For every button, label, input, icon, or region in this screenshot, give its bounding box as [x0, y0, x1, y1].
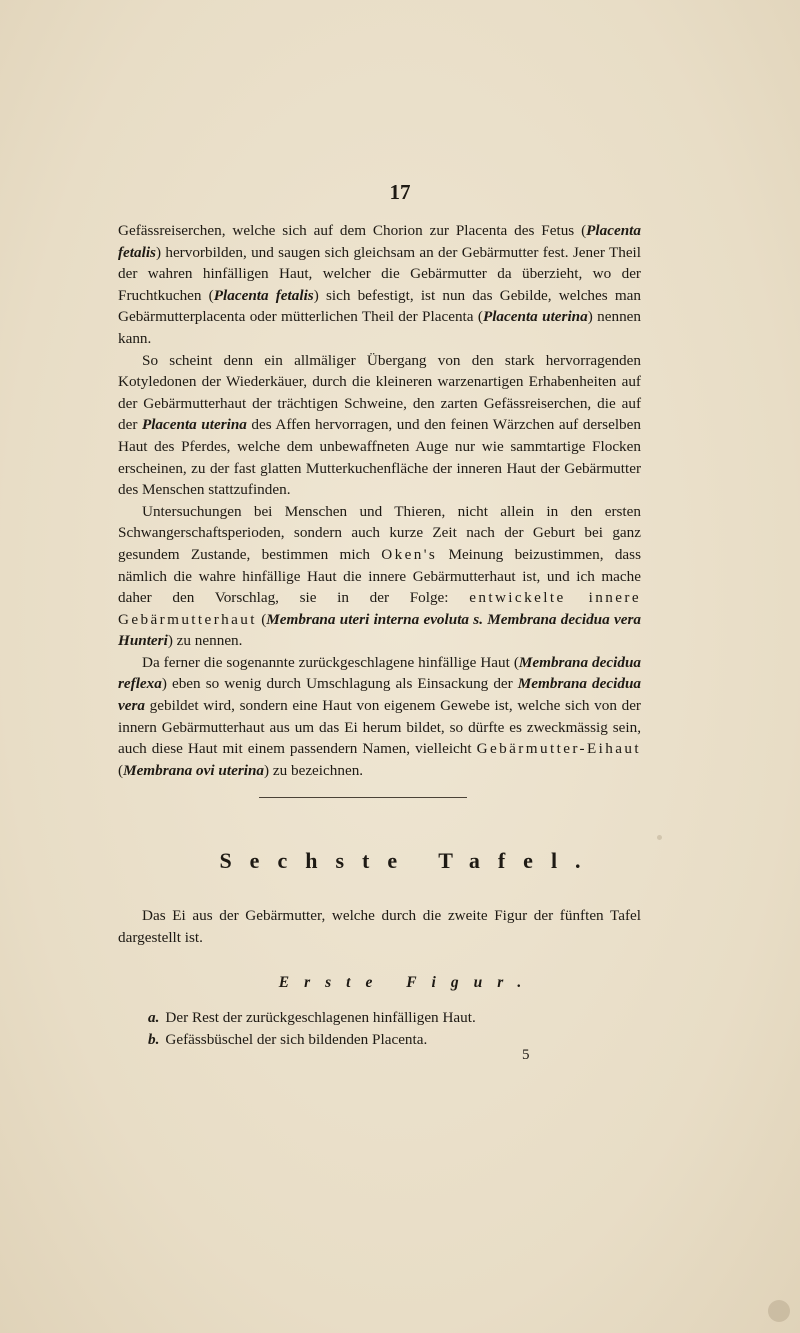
spaced-emphasis: entwickelte innere Gebärmutterhaut	[118, 589, 641, 628]
text-run: ) zu bezeichnen.	[264, 761, 364, 779]
legend-item	[148, 1007, 476, 1029]
legend-text: Gefässbüschel der sich bildenden Placenta.	[165, 1030, 428, 1048]
text-run: ) nennen kann.	[118, 308, 641, 347]
text-run: ) eben so wenig durch Umschlagung als Einsackung der	[161, 675, 518, 693]
text-run: (	[118, 761, 124, 779]
printer-signature: 5	[522, 1047, 530, 1063]
latin-term: Membrana ovi uterina	[123, 761, 264, 779]
page-number: 17	[389, 180, 411, 204]
text-run: ) hervorbilden, und saugen sich gleichsam an der Gebärmutter fest. Jener Theil der wahren hinfälligen Haut, welcher die Gebärmutter da überzieht, wo der Fruchtkuchen (	[118, 243, 641, 304]
spaced-emphasis: Oken's	[381, 545, 438, 563]
text-run: (	[256, 610, 267, 628]
spaced-emphasis: Gebärmutter-Eihaut	[476, 740, 641, 758]
figure-legend	[148, 1007, 476, 1050]
latin-term: Placenta fetalis	[213, 286, 314, 304]
text-run: ) zu nennen.	[167, 632, 243, 650]
legend-item	[148, 1029, 476, 1051]
paper-stain	[657, 835, 662, 840]
latin-term: Placenta uterina	[141, 416, 247, 434]
latin-term: Membrana decidua vera	[118, 675, 641, 715]
text-run: Untersuchungen bei Menschen und Thieren, nicht allein in den ersten Schwangerschaftsperioden, sondern auch kurze Zeit nach der Geburt bei ganz gesundem Zustande, bestimmen mich	[118, 502, 641, 563]
legend-text: Der Rest der zurückgeschlagenen hinfälligen Haut.	[165, 1009, 476, 1026]
text-run: Meinung beizustimmen, dass nämlich die wahre hinfällige Haut die innere Gebärmutterhaut ist, und ich mache daher den Vorschlag, sie in der Folge:	[118, 545, 641, 607]
latin-term: Membrana decidua reflexa	[118, 653, 641, 693]
paper-stain	[768, 1300, 790, 1322]
latin-term: Placenta fetalis	[118, 222, 641, 261]
text-run: Da ferner die sogenannte zurückgeschlagene hinfällige Haut (	[142, 653, 519, 671]
text-run: gebildet wird, sondern eine Haut von eigenem Gewebe ist, welche sich von der innern Gebärmutterhaut aus um das Ei herum bildet, so dürfte es zweckmässig sein, auch diese Haut mit einem passendern Namen, vielleicht	[118, 697, 641, 758]
paragraph	[118, 652, 641, 782]
text-run: Gefässreiserchen, welche sich auf dem Chorion zur Placenta des Fetus (	[118, 222, 587, 239]
section-divider	[259, 797, 467, 798]
paragraph	[118, 501, 641, 652]
section-title: Sechste Tafel.	[219, 848, 599, 873]
legend-key: a.	[148, 1009, 160, 1026]
figure-title: Erste Figur.	[278, 974, 537, 991]
paragraph	[118, 220, 641, 350]
text-run: So scheint denn ein allmäliger Übergang von den stark hervorragenden Kotyledonen der Wiederkäuer, durch die kleineren warzenartigen Erhabenheiten auf der Gebärmutterhaut der trächtigen Schweine, den zarten Gefässreiserchen, die auf der	[118, 351, 641, 434]
paragraph	[118, 350, 641, 501]
latin-term: Placenta uterina	[482, 308, 588, 326]
text-run: des Affen hervorragen, und den feinen Wärzchen auf derselben Haut des Pferdes, welche dem unbewaffneten Auge nur wie sammtartige Flocken erscheinen, zu der fast glatten Mutterkuchenfläche der inneren Haut der Gebärmutter des Menschen stattzufinden.	[118, 416, 641, 499]
section-intro: Das Ei aus der Gebärmutter, welche durch die zweite Figur der fünften Tafel dargestellt ist.	[118, 907, 641, 946]
text-run: ) sich befestigt, ist nun das Gebilde, welches man Gebärmutterplacenta oder mütterlichen Theil der Placenta (	[118, 286, 641, 326]
body-text	[118, 220, 641, 781]
latin-term: Membrana uteri interna evoluta s. Membrana decidua vera Hunteri	[118, 610, 642, 650]
legend-key: b.	[148, 1030, 160, 1048]
